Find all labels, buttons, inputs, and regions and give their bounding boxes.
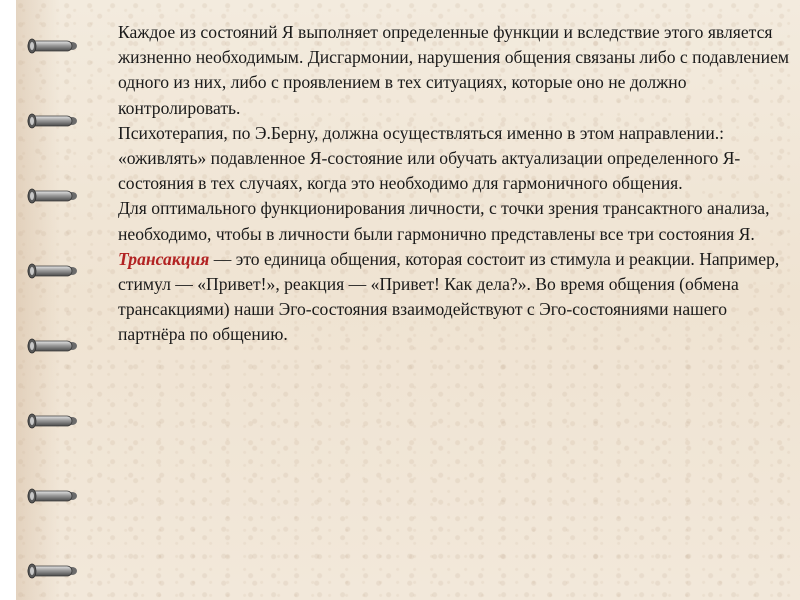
binder-ring-icon	[24, 37, 84, 55]
transaction-definition: — это единица общения, которая состоит из стимула и реакции. Например, стимул — «Привет!», реакция — «Привет! Как дела?». Во время общения (обмена трансакциями) наши Эго-состояния взаимодействуют с Эго-состояниями нашего партнёра по общению.	[118, 248, 780, 345]
slide-text	[118, 20, 790, 348]
binder-ring-icon	[24, 337, 84, 355]
binder-ring-icon	[24, 262, 84, 280]
paragraph-optimal-functioning: Для оптимального функционирования личности, с точки зрения трансактного анализа, необходимо, чтобы в личности были гармонично представлены все три состояния Я.	[118, 198, 770, 244]
binder-ring-icon	[24, 562, 84, 580]
binder-ring-icon	[24, 112, 84, 130]
binder-rings	[0, 0, 90, 600]
binder-ring-icon	[24, 487, 84, 505]
paragraph-ego-states: Каждое из состояний Я выполняет определенные функции и вследствие этого является жизненно необходимым. Дисгармонии, нарушения общения связаны либо с подавлением одного из них, либо с проявлением в тех ситуациях, которые оно не должно контролировать.	[118, 22, 790, 118]
term-transaction: Трансакция	[118, 248, 210, 269]
binder-ring-icon	[24, 187, 84, 205]
binder-ring-icon	[24, 412, 84, 430]
paragraph-psychotherapy: Психотерапия, по Э.Берну, должна осуществляться именно в этом направлении.: «оживлять» подавленное Я-состояние или обучать актуализации определенного Я-состояния в тех случаях, когда это необходимо для гармоничного общения.	[118, 122, 741, 194]
paragraph-transaction	[118, 247, 790, 348]
